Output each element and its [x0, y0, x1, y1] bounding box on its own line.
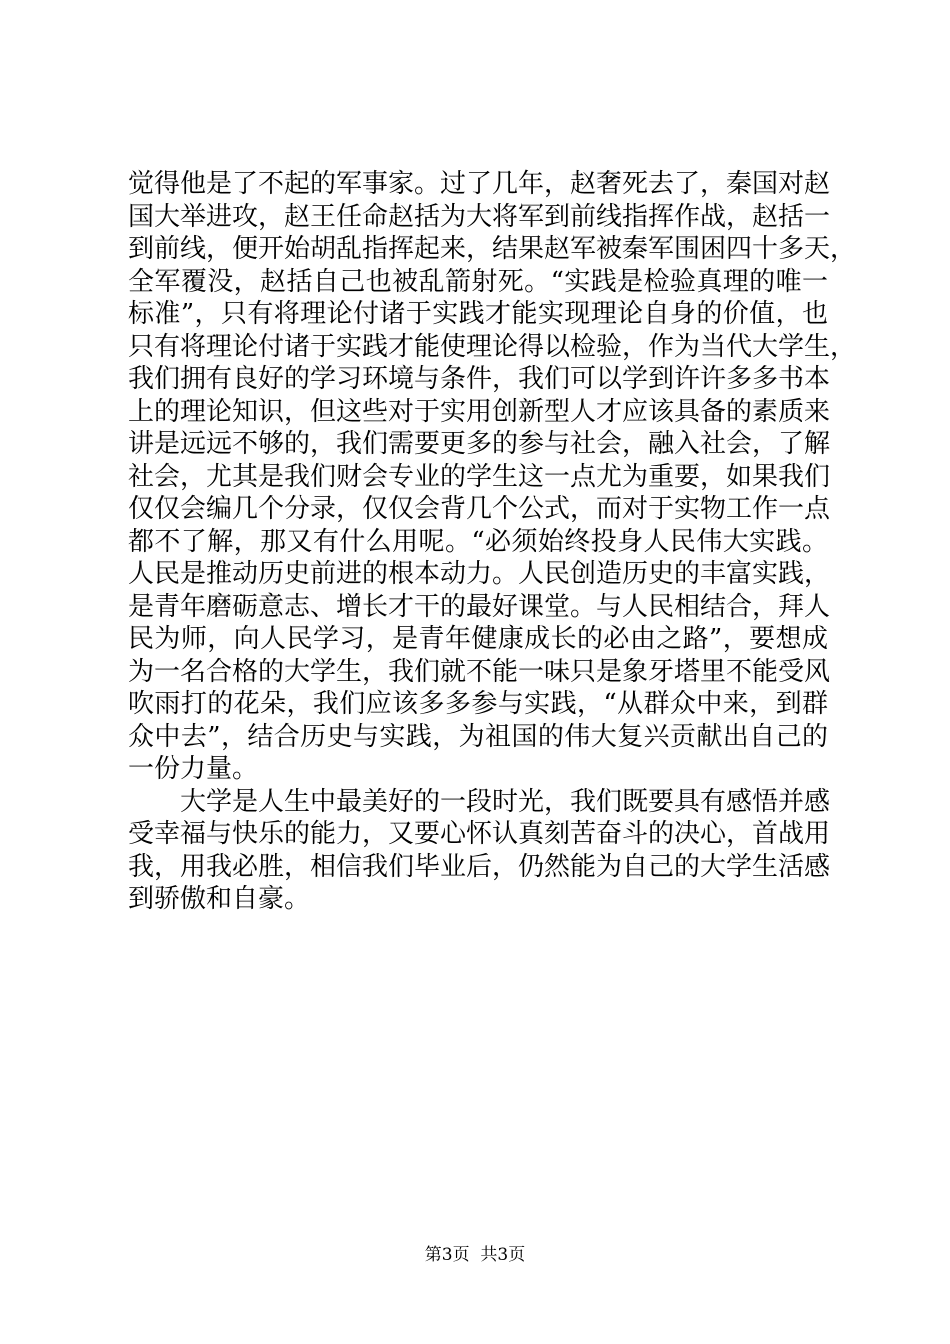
- text-line: 国大举进攻，赵王任命赵括为大将军到前线指挥作战，赵括一: [128, 201, 831, 232]
- text-line: 为一名合格的大学生，我们就不能一味只是象牙塔里不能受风: [128, 656, 831, 687]
- text-line: 只有将理论付诸于实践才能使理论得以检验，作为当代大学生，: [128, 331, 857, 362]
- text-line: 到骄傲和自豪。: [128, 884, 311, 914]
- text-line: 觉得他是了不起的军事家。过了几年，赵奢死去了，秦国对赵: [128, 169, 831, 199]
- text-line: 是青年磨砺意志、增长才干的最好课堂。与人民相结合，拜人: [128, 591, 831, 622]
- text-line: 大学是人生中最美好的一段时光，我们既要具有感悟并感: [180, 786, 831, 817]
- text-line: 上的理论知识，但这些对于实用创新型人才应该具备的素质来: [128, 396, 831, 427]
- text-line: 全军覆没，赵括自己也被乱箭射死。“实践是检验真理的唯一: [128, 266, 828, 297]
- text-line: 人民是推动历史前进的根本动力。人民创造历史的丰富实践，: [128, 559, 831, 589]
- page-number-footer: 第3页 共3页: [424, 1245, 526, 1265]
- text-line: 标准”，只有将理论付诸于实践才能实现理论自身的价值，也: [128, 299, 828, 329]
- text-line: 我们拥有良好的学习环境与条件，我们可以学到许许多多书本: [128, 364, 831, 394]
- text-line: 民为师，向人民学习，是青年健康成长的必由之路”，要想成: [128, 624, 828, 654]
- text-line: 一份力量。: [128, 754, 259, 784]
- text-line: 吹雨打的花朵，我们应该多多参与实践，“从群众中来，到群: [128, 689, 828, 719]
- text-line: 都不了解，那又有什么用呢。“必须始终投身人民伟大实践。: [128, 526, 828, 557]
- text-line: 到前线，便开始胡乱指挥起来，结果赵军被秦军围困四十多天，: [128, 234, 857, 264]
- text-line: 受幸福与快乐的能力，又要心怀认真刻苦奋斗的决心，首战用: [128, 819, 831, 849]
- text-line: 社会，尤其是我们财会专业的学生这一点尤为重要，如果我们: [128, 461, 831, 492]
- text-line: 讲是远远不够的，我们需要更多的参与社会，融入社会，了解: [128, 429, 831, 459]
- body-text: [128, 168, 857, 916]
- text-line: 仅仅会编几个分录，仅仅会背几个公式，而对于实物工作一点: [128, 494, 831, 524]
- text-line: 众中去”，结合历史与实践，为祖国的伟大复兴贡献出自己的: [128, 721, 828, 752]
- text-line: 我，用我必胜，相信我们毕业后，仍然能为自己的大学生活感: [128, 851, 831, 882]
